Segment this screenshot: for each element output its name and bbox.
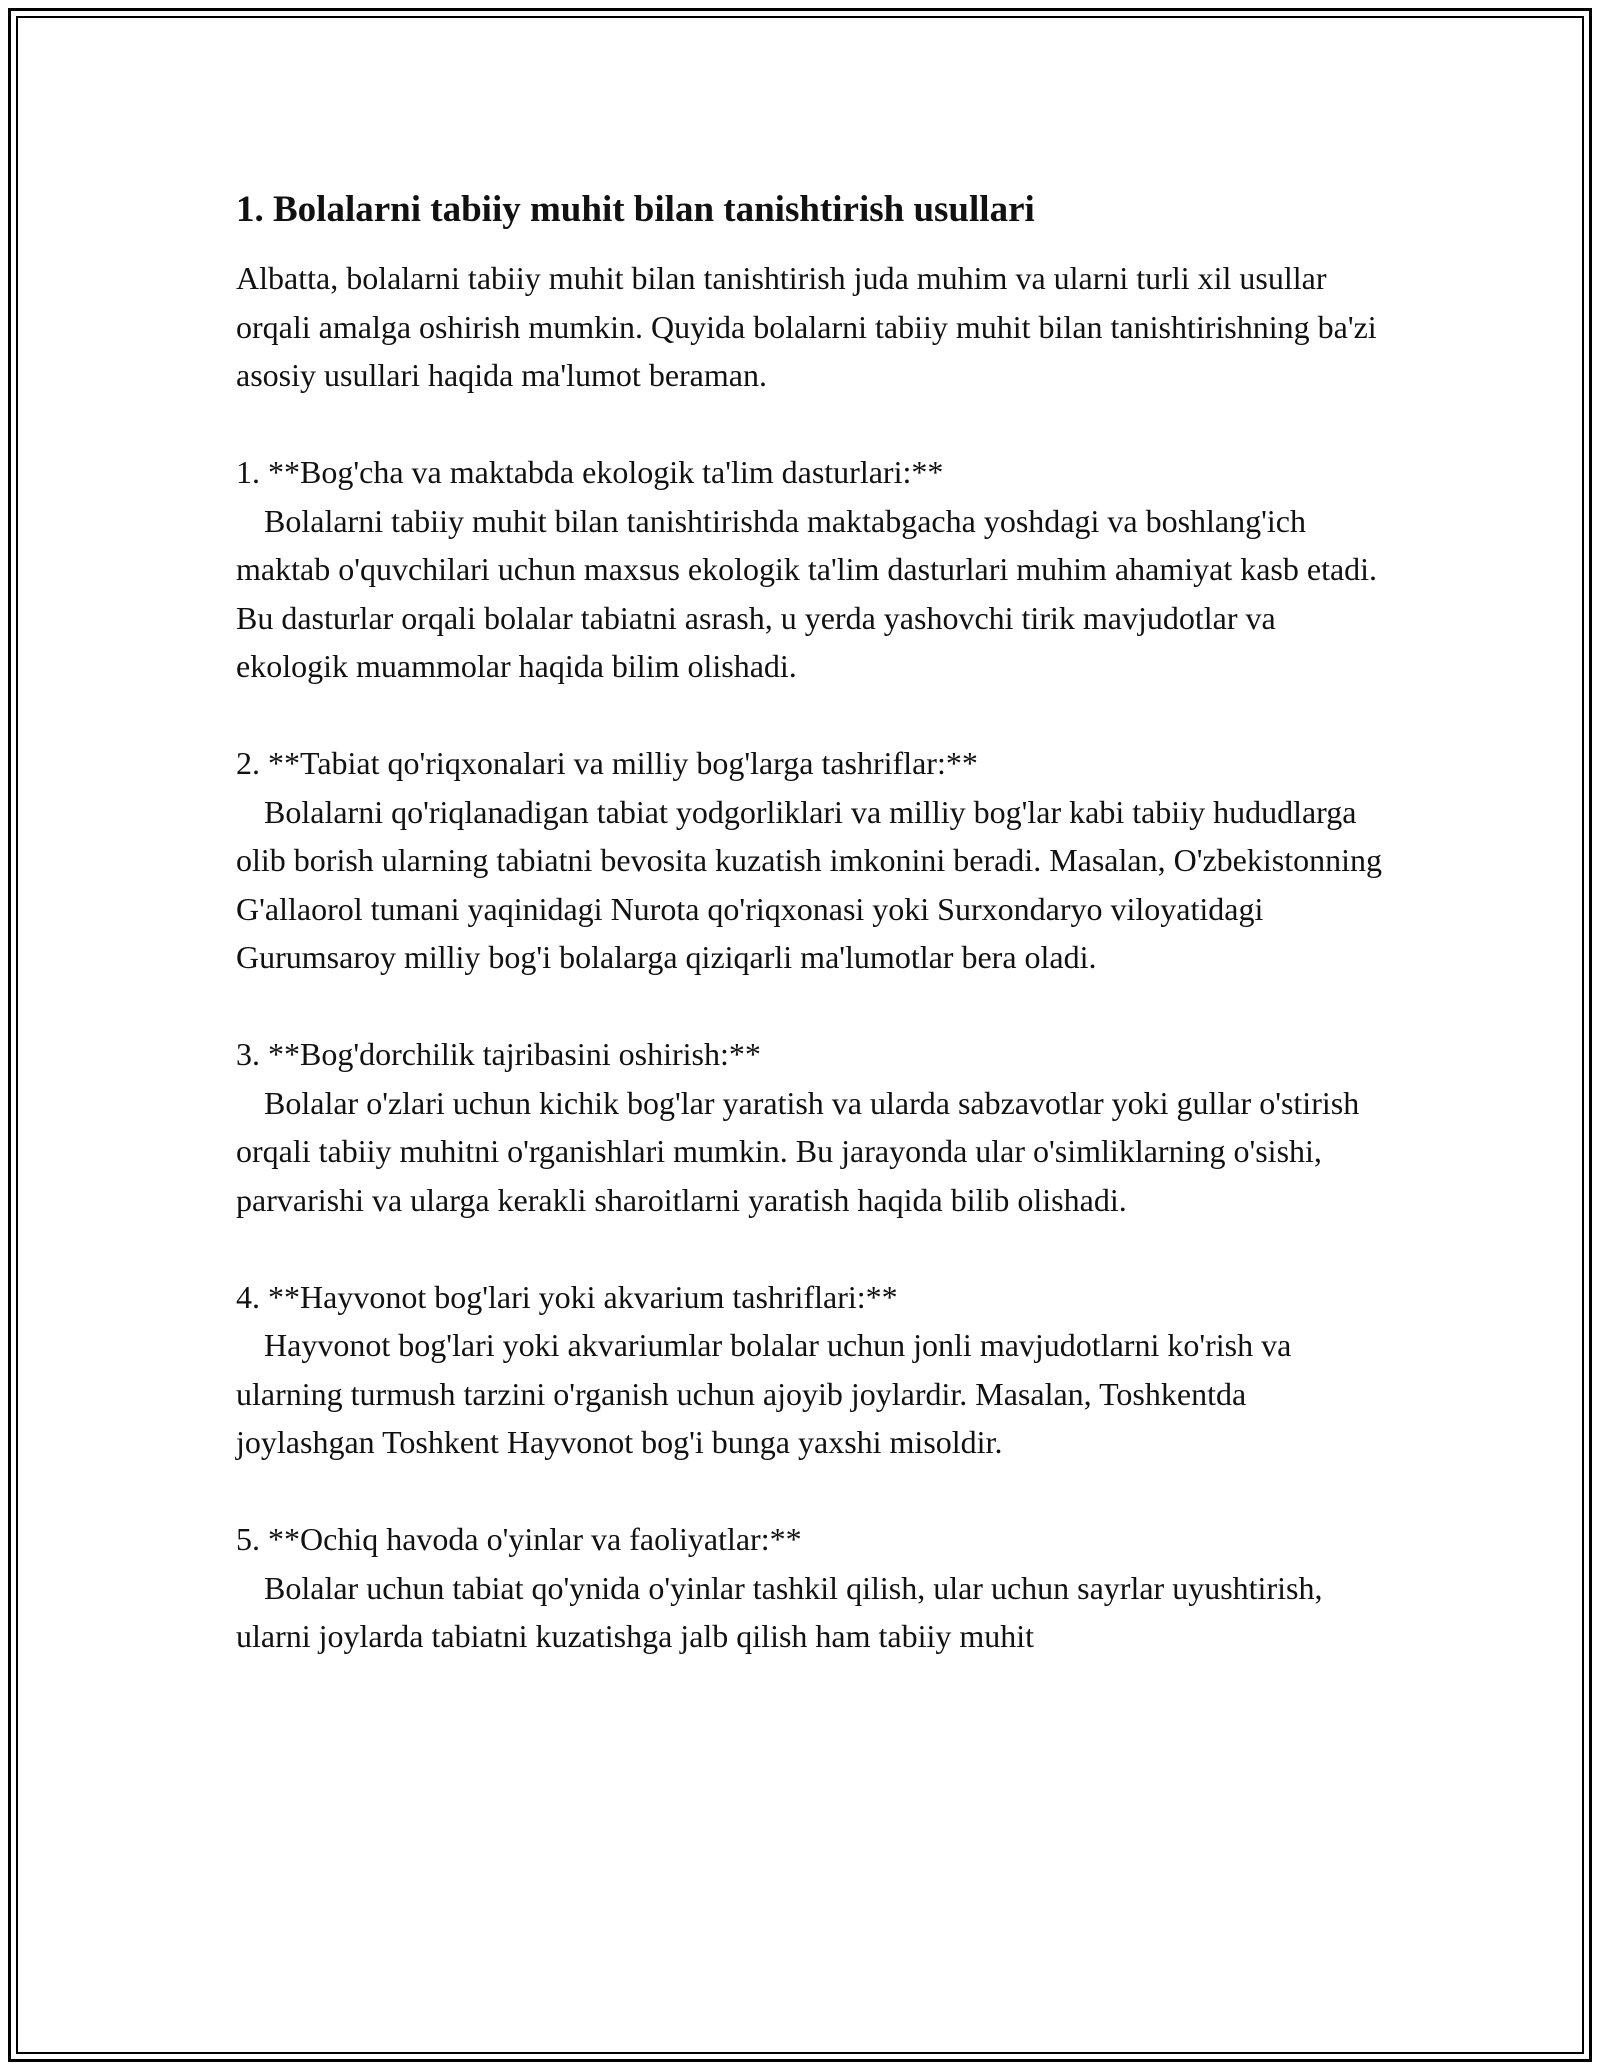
section-title: 2. **Tabiat qo'riqxonalari va milliy bog'larga tashriflar:** — [236, 745, 978, 781]
page-title: 1. Bolalarni tabiiy muhit bilan tanishtirish usullari — [236, 189, 1035, 230]
section-body: Bolalarni qo'riqlanadigan tabiat yodgorliklari va milliy bog'lar kabi tabiiy hududlarga olib borish ularning tabiatni bevosita kuzatish imkonini beradi. Masalan, O'zbekistonning G'allaorol tumani yaqinidagi Nurota qo'riqxonasi yoki Surxondaryo viloyatidagi Gurumsaroy milliy bog'i bolalarga qiziqarli ma'lumotlar bera oladi. — [236, 793, 1382, 975]
document-body — [236, 186, 1386, 1661]
section-title: 3. **Bog'dorchilik tajribasini oshirish:** — [236, 1036, 761, 1072]
section-1 — [236, 448, 1386, 691]
section-body: Bolalar o'zlari uchun kichik bog'lar yaratish va ularda sabzavotlar yoki gullar o'stirish orqali tabiiy muhitni o'rganishlari mumkin. Bu jarayonda ular o'simliklarning o'sishi, parvarishi va ularga kerakli sharoitlarni yaratish haqida bilib olishadi. — [236, 1084, 1360, 1218]
section-2 — [236, 739, 1386, 982]
section-title: 5. **Ochiq havoda o'yinlar va faoliyatlar:** — [236, 1521, 802, 1557]
section-5 — [236, 1515, 1386, 1661]
section-title: 4. **Hayvonot bog'lari yoki akvarium tashriflari:** — [236, 1278, 898, 1315]
intro-paragraph: Albatta, bolalarni tabiiy muhit bilan tanishtirish juda muhim va ularni turli xil usullar orqali amalga oshirish mumkin. Quyida bolalarni tabiiy muhit bilan tanishtirishning ba'zi asosiy usullari haqida ma'lumot beraman. — [236, 260, 1377, 393]
section-3 — [236, 1030, 1386, 1224]
section-body: Hayvonot bog'lari yoki akvariumlar bolalar uchun jonli mavjudotlarni ko'rish va ularning turmush tarzini o'rganish uchun ajoyib joylardir. Masalan, Toshkentda joylashgan Toshkent Hayvonot bog'i bunga yaxshi misoldir. — [236, 1327, 1292, 1460]
section-4 — [236, 1273, 1386, 1467]
section-title: 1. **Bog'cha va maktabda ekologik ta'lim dasturlari:** — [236, 454, 944, 490]
section-body: Bolalarni tabiiy muhit bilan tanishtirishda maktabgacha yoshdagi va boshlang'ich maktab o'quvchilari uchun maxsus ekologik ta'lim dasturlari muhim ahamiyat kasb etadi. Bu dasturlar orqali bolalar tabiatni asrash, u yerda yashovchi tirik mavjudotlar va ekologik muammolar haqida bilim olishadi. — [236, 502, 1378, 684]
section-body: Bolalar uchun tabiat qo'ynida o'yinlar tashkil qilish, ular uchun sayrlar uyushtirish, ularni joylarda tabiatni kuzatishga jalb qilish ham tabiiy muhit — [236, 1569, 1323, 1654]
